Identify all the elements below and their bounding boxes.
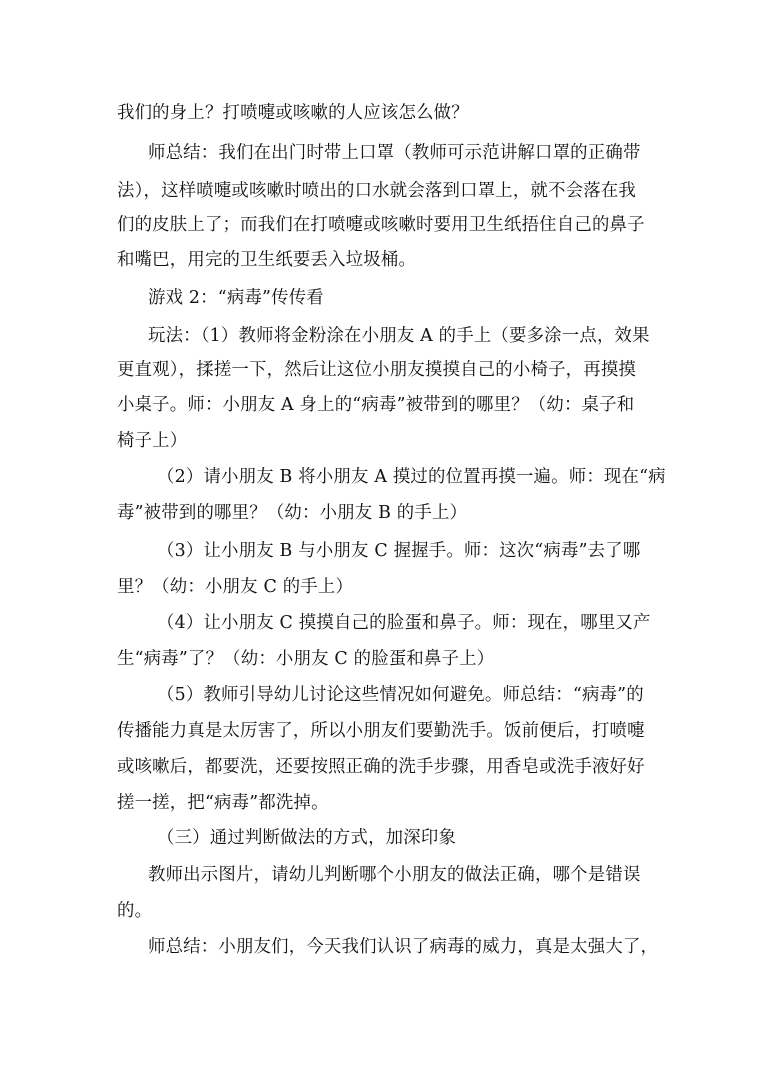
- text-line: 生“病毒”了？（幼：小朋友 C 的脸蛋和鼻子上）: [117, 649, 495, 669]
- text-line: （5）教师引导幼儿讨论这些情况如何避免。师总结：“病毒”的: [157, 685, 644, 705]
- text-line: （3）让小朋友 B 与小朋友 C 握握手。师：这次“病毒”去了哪: [157, 541, 641, 561]
- text-line: 玩法：（1）教师将金粉涂在小朋友 A 的手上（要多涂一点，效果: [148, 326, 650, 346]
- text-line: 和嘴巴，用完的卫生纸要丢入垃圾桶。: [117, 250, 417, 270]
- text-line: 传播能力真是太厉害了，所以小朋友们要勤洗手。饭前便后，打喷嚏: [117, 721, 645, 741]
- text-line: 教师出示图片，请幼儿判断哪个小朋友的做法正确，哪个是错误: [148, 865, 641, 885]
- section-heading: （三）通过判断做法的方式，加深印象: [157, 828, 457, 848]
- text-line: 里？（幼：小朋友 C 的手上）: [117, 577, 354, 597]
- text-line: 毒”被带到的哪里？（幼：小朋友 B 的手上）: [117, 503, 468, 523]
- text-line: 小桌子。师：小朋友 A 身上的“病毒”被带到的哪里？（幼：桌子和: [117, 395, 635, 415]
- text-line: 搓一搓，把“病毒”都洗掉。: [117, 793, 329, 813]
- text-line: 们的皮肤上了；而我们在打喷嚏或咳嗽时要用卫生纸捂住自己的鼻子: [117, 215, 645, 235]
- text-line: 法），这样喷嚏或咳嗽时喷出的口水就会落到口罩上，就不会落在我: [117, 181, 637, 201]
- section-heading: 游戏 2：“病毒”传传看: [148, 288, 324, 308]
- text-line: 师总结：小朋友们，今天我们认识了病毒的威力，真是太强大了，: [148, 937, 659, 957]
- text-line: 或咳嗽后，都要洗，还要按照正确的洗手步骤，用香皂或洗手液好好: [117, 757, 645, 777]
- text-line: 我们的身上？打喷嚏或咳嗽的人应该怎么做？: [117, 103, 469, 123]
- text-line: 椅子上）: [117, 431, 188, 451]
- text-line: 师总结：我们在出门时带上口罩（教师可示范讲解口罩的正确带: [148, 143, 641, 163]
- text-line: 更直观），揉搓一下，然后让这位小朋友摸摸自己的小椅子，再摸摸: [117, 360, 637, 380]
- text-line: 的。: [117, 901, 153, 921]
- text-line: （4）让小朋友 C 摸摸自己的脸蛋和鼻子。师：现在，哪里又产: [157, 613, 651, 633]
- text-line: （2）请小朋友 B 将小朋友 A 摸过的位置再摸一遍。师：现在“病: [157, 467, 666, 487]
